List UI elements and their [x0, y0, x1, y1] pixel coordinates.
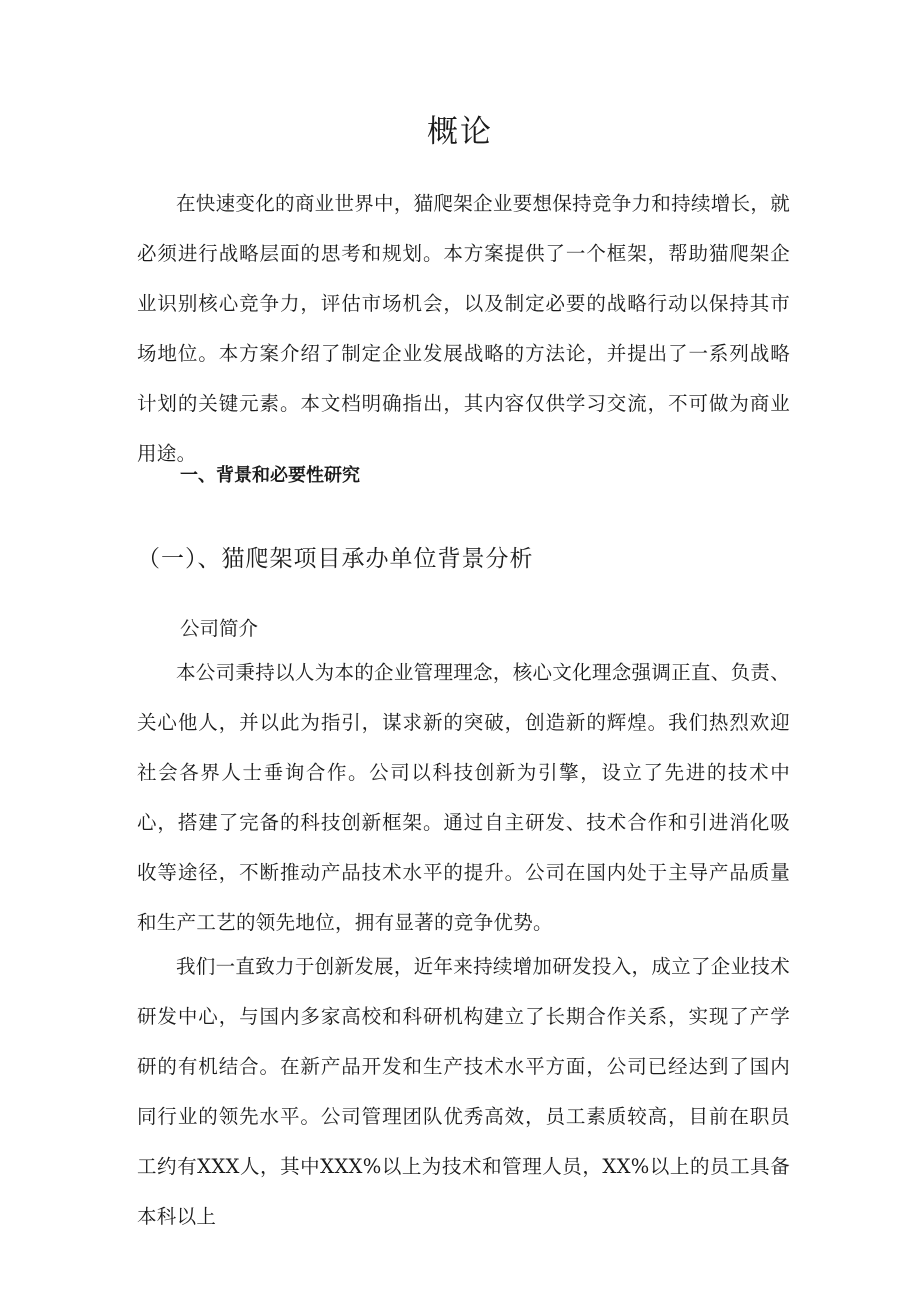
innovation-paragraph: 我们一直致力于创新发展，近年来持续增加研发投入，成立了企业技术研发中心，与国内多家高校和科研机构建立了长期合作关系，实现了产学研的有机结合。在新产品开发和生产技术水平方面，公司已经达到了国内同行业的领先水平。公司管理团队优秀高效，员工素质较高，目前在职员工约有XXX人，其中XXX%以上为技术和管理人员，XX%以上的员工具备本科以上	[137, 955, 790, 1228]
document-title: 概论	[427, 114, 493, 150]
company-profile-paragraph: 本公司秉持以人为本的企业管理理念，核心文化理念强调正直、负责、关心他人，并以此为指引，谋求新的突破，创造新的辉煌。我们热烈欢迎社会各界人士垂询合作。公司以科技创新为引擎，设立了先进的技术中心，搭建了完备的科技创新框架。通过自主研发、技术合作和引进消化吸收等途径，不断推动产品技术水平的提升。公司在国内处于主导产品质量和生产工艺的领先地位，拥有显著的竞争优势。	[137, 661, 790, 934]
company-profile-heading: 公司简介	[180, 617, 259, 640]
section-heading: 一、背景和必要性研究	[180, 465, 360, 486]
subsection-heading: （一）、猫爬架项目承办单位背景分析	[137, 546, 534, 572]
intro-paragraph: 在快速变化的商业世界中，猫爬架企业要想保持竞争力和持续增长，就必须进行战略层面的思考和规划。本方案提供了一个框架，帮助猫爬架企业识别核心竞争力，评估市场机会，以及制定必要的战略行动以保持其市场地位。本方案介绍了制定企业发展战略的方法论，并提出了一系列战略计划的关键元素。本文档明确指出，其内容仅供学习交流，不可做为商业用途。	[137, 192, 790, 465]
